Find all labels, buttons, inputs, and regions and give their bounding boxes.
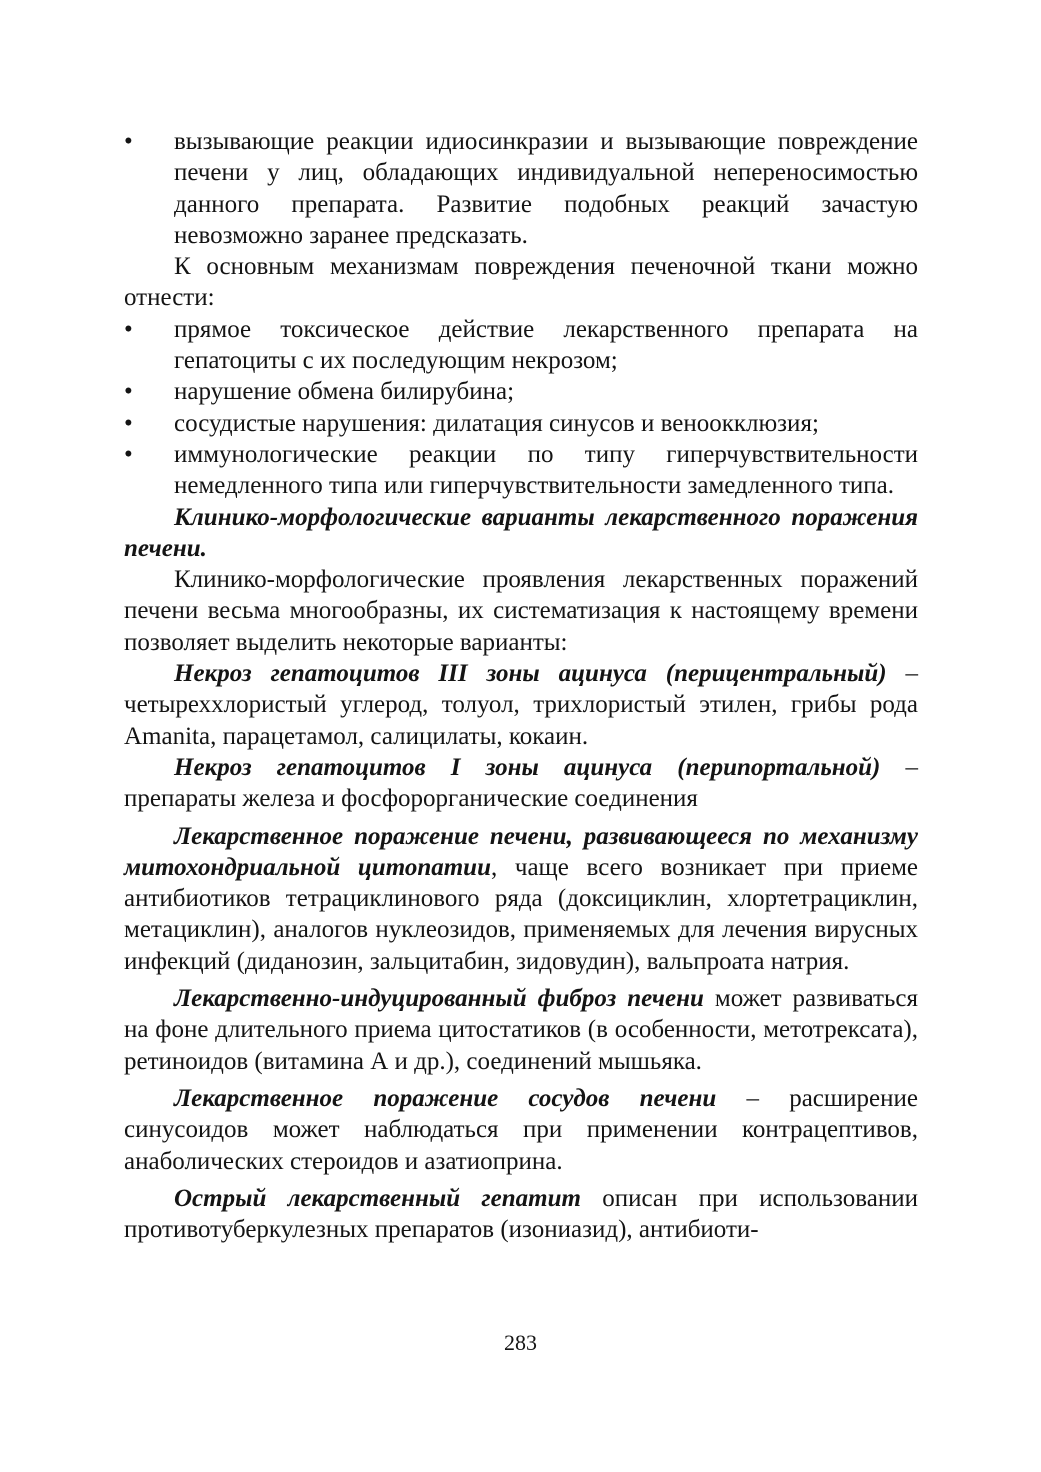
lead-term: Некроз гепатоцитов III зоны ацинуса (перицентральный) [174,660,887,688]
lead-term: Острый лекарственный гепатит [174,1184,581,1212]
bullet-text: иммунологические реакции по типу гиперчувствительности немедленного типа или гиперчувствительности замедленного типа. [174,440,918,500]
lead-term: Некроз гепатоцитов I зоны ацинуса (перипортальной) [174,753,881,781]
page-number: 283 [504,1330,537,1355]
paragraph-necrosis-zone-3 [124,658,918,752]
bullet-direct-toxic [124,314,918,377]
bullet-icon: • [124,440,133,468]
paragraph-necrosis-zone-1 [124,752,918,815]
bullet-immunologic [124,439,918,502]
bullet-text: вызывающие реакции идиосинкразии и вызывающие повреждение печени у лиц, обладающих индивидуальной непереносимостью данного препарата. Развитие подобных реакций зачастую невозможно заранее предсказать. [174,128,918,249]
paragraph-fibrosis [124,983,918,1077]
bullet-icon: • [124,378,133,406]
lead-term: Лекарственное поражение печени, развивающееся по механизму митохондриальной цитопатии [124,822,918,881]
paragraph-mitochondrial [124,821,918,977]
paragraph-mechanisms-intro: К основным механизмам повреждения печеночной ткани можно отнести: [124,253,918,312]
lead-term: Лекарственно-индуцированный фиброз печени [174,985,704,1013]
paragraph-text: , чаще всего возникает при приеме антибиотиков тетрациклинового ряда (доксициклин, хлортетрациклин, метациклин), аналогов нуклеозидов, применяемых для лечения вирусных инфекций (диданозин, зальцитабин, зидовудин), вальпроата натрия. [124,853,918,975]
bullet-text: сосудистые нарушения: дилатация синусов и веноокклюзия; [174,409,819,437]
bullet-icon: • [124,315,133,343]
paragraph-acute-hepatitis [124,1183,918,1246]
bullet-idiosyncrasy [124,126,918,251]
bullet-icon: • [124,409,133,437]
paragraph-text: описан при использовании противотуберкулезных препаратов (изониазид), антибиоти- [124,1184,918,1244]
paragraph-variants-intro: Клинико-морфологические проявления лекарственных поражений печени весьма многообразны, их систематизация к настоящему времени позволяет выделить некоторые варианты: [124,566,918,656]
paragraph-text: – препараты железа и фосфорорганические соединения [124,753,918,813]
paragraph-text: – четыреххлористый углерод, толуол, трихлористый этилен, грибы рода Amanita, парацетамол, салицилаты, кокаин. [124,660,918,750]
paragraph-vascular-lesion [124,1083,918,1177]
bullet-bilirubin [124,376,918,407]
lead-term: Лекарственное поражение сосудов печени [174,1084,717,1112]
bullet-icon: • [124,128,133,155]
page-body [124,126,918,1245]
bullet-text: нарушение обмена билирубина; [174,378,515,406]
paragraph-text: может развиваться на фоне длительного приема цитостатиков (в особенности, метотрексата), ретиноидов (витамина А и др.), соединений мышьяка. [124,985,918,1075]
bullet-vascular [124,408,918,439]
paragraph-text: – расширение синусоидов может наблюдаться при применении контрацептивов, анаболических стероидов и азатиоприна. [124,1084,918,1175]
bullet-text: прямое токсическое действие лекарственного препарата на гепатоциты с их последующим некрозом; [174,315,918,375]
section-heading: Клинико-морфологические варианты лекарственного поражения печени. [124,503,918,562]
